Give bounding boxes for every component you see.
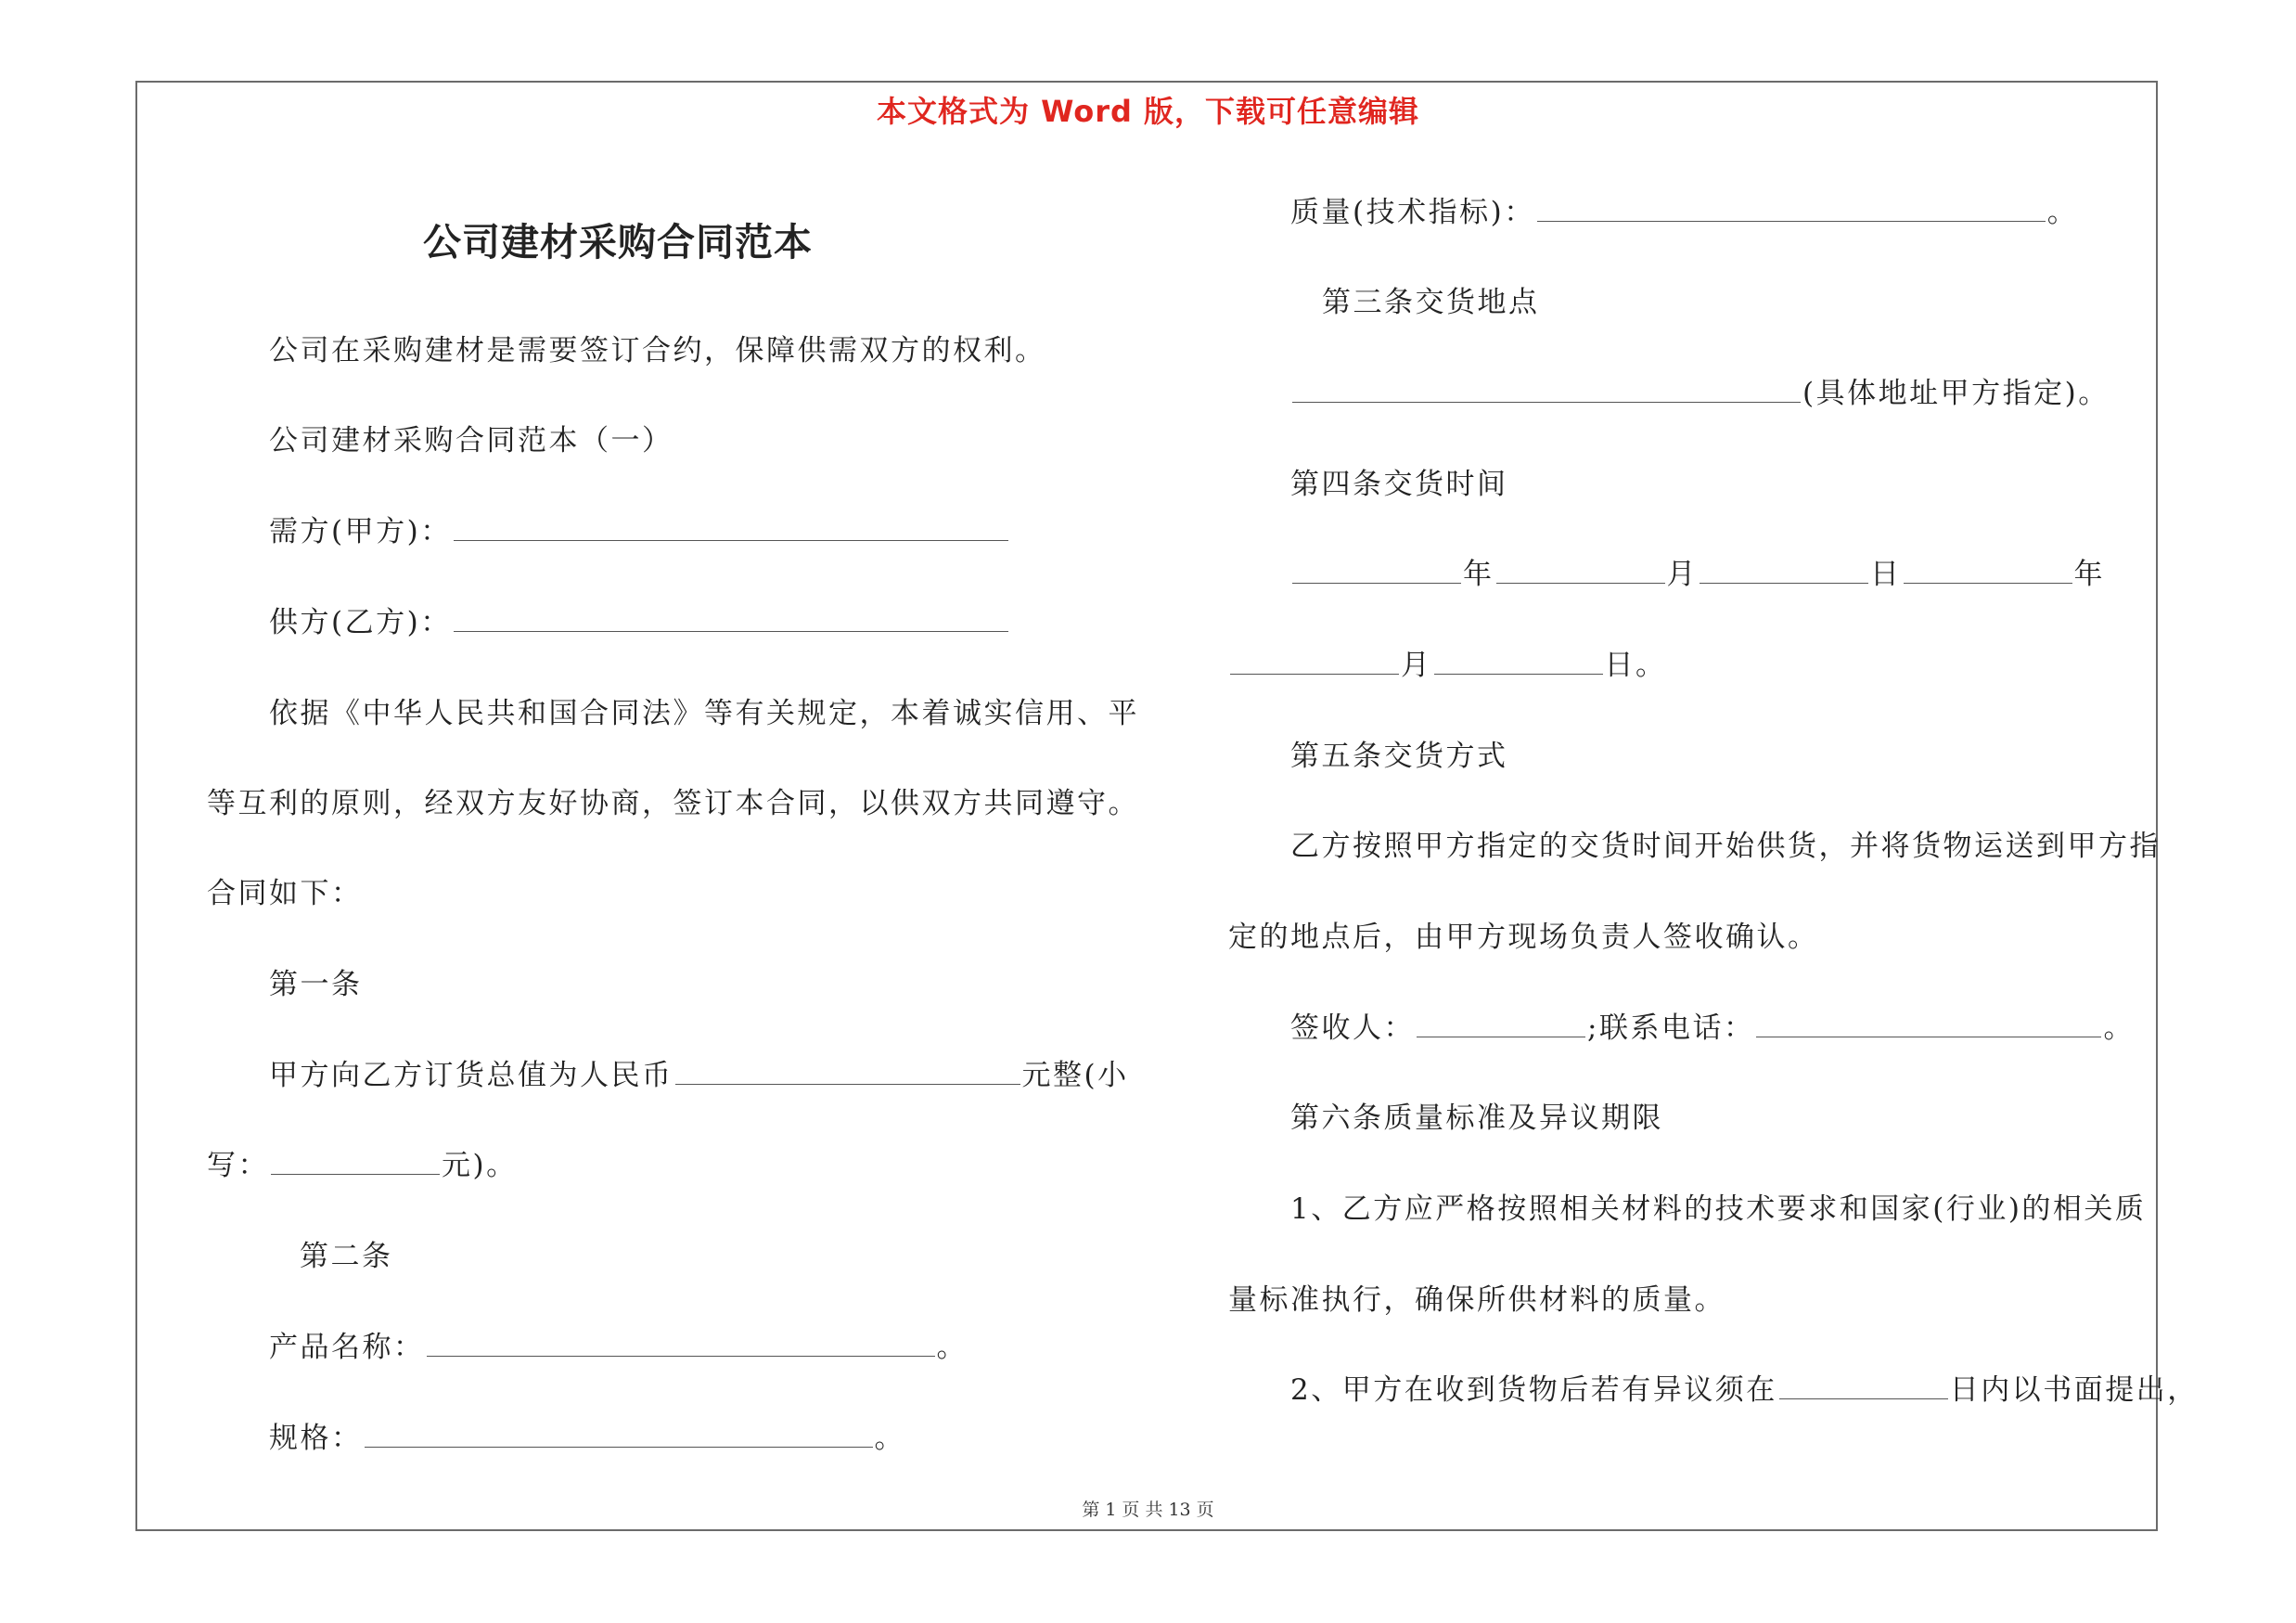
banner-text: 本文格式为 Word 版，下载可任意编辑 — [876, 94, 1420, 129]
delivery-line-2: 定的地点后，由甲方现场负责人签收确认。 — [1228, 921, 1819, 954]
objection-days-blank — [1779, 1373, 1948, 1399]
date-line-2: 月 日。 — [1228, 649, 1667, 682]
item-2-text-2: 日内以书面提出， — [1949, 1373, 2199, 1407]
current-page-number: 1 — [1105, 1500, 1117, 1520]
quality-blank — [1537, 196, 2046, 222]
quality-label: 质量(技术指标)： — [1290, 196, 1535, 229]
seller-line — [269, 606, 1010, 639]
article-6-heading: 第六条质量标准及异议期限 — [1290, 1101, 1663, 1135]
amount-small-blank — [271, 1149, 440, 1175]
date-line-1: 年 月 日 年 — [1290, 558, 2105, 591]
spec-blank — [365, 1422, 873, 1448]
amount-text-2: 元整(小 — [1021, 1059, 1129, 1092]
buyer-line — [269, 515, 1010, 548]
seller-label: 供方(乙方)： — [269, 606, 452, 639]
product-blank — [427, 1331, 935, 1357]
amount-text-1: 甲方向乙方订货总值为人民币 — [269, 1059, 673, 1092]
quality-line: 质量(技术指标)： 。 — [1290, 196, 2079, 229]
address-note: (具体地址甲方指定)。 — [1802, 377, 2110, 410]
end-month-blank — [1230, 649, 1399, 675]
amount-line-2 — [207, 1149, 518, 1182]
page-footer: 第 1 页 共 13 页 — [1082, 1500, 1214, 1520]
article-5-heading: 第五条交货方式 — [1290, 740, 1508, 773]
signer-label: 签收人： — [1290, 1011, 1415, 1045]
amount-blank — [675, 1059, 1020, 1085]
item-1-line-1: 1、乙方应严格按照相关材料的技术要求和国家(行业)的相关质 — [1290, 1192, 2147, 1226]
basis-line-2: 等互利的原则，经双方友好协商，签订本合同，以供双方共同遵守。 — [207, 787, 1139, 820]
item-2-line — [1290, 1373, 2199, 1407]
start-year-blank — [1292, 558, 1461, 584]
item-2-text-1: 2、甲方在收到货物后若有异议须在 — [1290, 1373, 1777, 1407]
address-line — [1290, 377, 2110, 410]
phone-label: ;联系电话： — [1587, 1011, 1755, 1045]
item-1-line-2: 量标准执行，确保所供材料的质量。 — [1228, 1283, 1725, 1317]
start-day-blank — [1700, 558, 1868, 584]
amount-text-3: 写： — [207, 1149, 269, 1182]
amount-text-4: 元)。 — [442, 1149, 518, 1182]
spec-label: 规格： — [269, 1422, 363, 1455]
basis-line-3: 合同如下： — [207, 877, 363, 910]
seller-blank — [454, 606, 1008, 632]
address-blank — [1292, 377, 1801, 403]
signer-blank — [1417, 1011, 1585, 1037]
article-4-heading: 第四条交货时间 — [1290, 468, 1508, 501]
amount-line-1 — [269, 1059, 1129, 1092]
article-1-heading: 第一条 — [269, 968, 363, 1001]
intro-paragraph: 公司在采购建材是需要签订合约，保障供需双方的权利。 — [269, 334, 1046, 367]
end-year-blank — [1904, 558, 2072, 584]
basis-line-1: 依据《中华人民共和国合同法》等有关规定，本着诚实信用、平 — [269, 697, 1139, 730]
product-line: 产品名称： 。 — [269, 1331, 968, 1364]
end-day-blank — [1434, 649, 1603, 675]
delivery-line-1: 乙方按照甲方指定的交货时间开始供货，并将货物运送到甲方指 — [1290, 830, 2161, 863]
article-3-heading: 第三条交货地点 — [1322, 286, 1540, 319]
format-banner — [0, 88, 2296, 131]
document-title: 公司建材采购合同范本 — [423, 220, 813, 264]
buyer-blank — [454, 515, 1008, 541]
start-month-blank — [1496, 558, 1665, 584]
buyer-label: 需方(甲方)： — [269, 515, 452, 548]
phone-blank — [1756, 1011, 2101, 1037]
product-label: 产品名称： — [269, 1331, 425, 1364]
signer-line: 签收人： ;联系电话： 。 — [1290, 1011, 2135, 1045]
subtitle: 公司建材采购合同范本（一） — [269, 424, 673, 457]
article-2-heading: 第二条 — [300, 1240, 393, 1273]
spec-line: 规格： 。 — [269, 1422, 905, 1455]
total-page-count: 13 — [1168, 1500, 1191, 1520]
